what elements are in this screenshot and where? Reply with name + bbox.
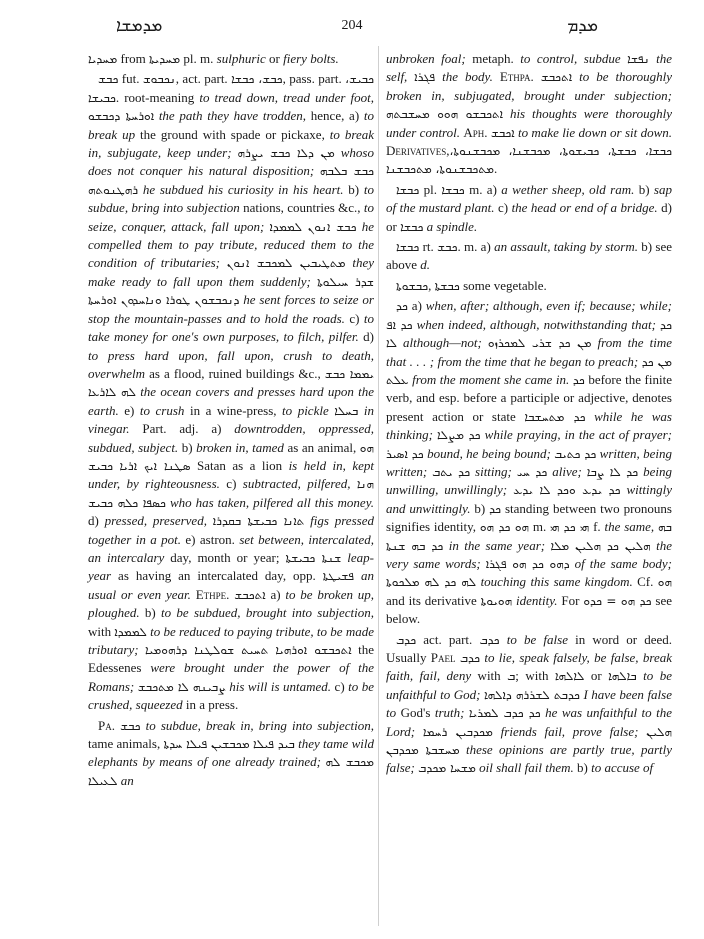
gloss-text: broken in, tamed — [196, 439, 284, 455]
gloss-text: d. — [420, 257, 431, 273]
body-text: in a press. — [182, 697, 239, 713]
page-number: 204 — [341, 18, 363, 33]
gloss-text: the path they have trodden, — [154, 108, 307, 124]
gloss-text: to be thoroughly broken in, subjugated, brought under subjection; — [386, 69, 673, 103]
syriac-term: ܟܕ ܗܘ = ܟܕܘ — [583, 593, 652, 608]
gloss-text: sitting; — [470, 463, 517, 479]
gloss-text: an usual or even year. — [88, 568, 374, 602]
gloss-text: the self, — [386, 51, 673, 85]
body-text: before the finite verb, and esp. before a participle or adjective, denotes present action or state — [386, 371, 672, 424]
gloss-text: who has taken, pilfered all this money. — [165, 494, 374, 510]
body-text: metaph. — [465, 51, 521, 66]
gloss-text: written, being written; — [386, 445, 673, 479]
syriac-term: ܒ — [507, 669, 516, 684]
syriac-term: ܠܡܡܕܐ — [114, 624, 147, 639]
body-text: God's — [396, 705, 435, 721]
gloss-text: to be subdued, brought into subjection, — [161, 605, 374, 621]
gloss-text: to subdue, break in, bring into subjection, — [140, 717, 375, 733]
syriac-term: ܟܒܫܬܐ — [434, 278, 460, 293]
gloss-text: being unwilling, unwillingly; — [386, 463, 673, 498]
gloss-text: they make ready to fall upon them suddenly; — [88, 255, 374, 289]
syriac-term: ܒܗ ܟܕ ܒܗ ܫܢܬܐ — [386, 520, 672, 553]
gloss-text: sulphuric — [216, 51, 266, 66]
syriac-term: ܟܕܒ — [479, 632, 500, 647]
syriac-term: ܟܕ — [489, 501, 502, 516]
gloss-text: an — [117, 772, 134, 788]
gloss-text: were brought under the power of the Romans; — [88, 660, 374, 694]
gloss-text: wittingly and unwittingly. — [386, 482, 672, 516]
gloss-text: the same, — [604, 519, 659, 535]
syriac-term: ܟܕ ܡܬܚܫܒܐ — [524, 409, 586, 424]
syriac-term: ܒܚܠܐ — [334, 403, 359, 418]
body-text: some vegetable. — [459, 277, 547, 293]
body-text: Part. adj. a) — [129, 421, 235, 437]
gloss-text: friends fail, prove false; — [492, 723, 647, 739]
left-entry — [88, 717, 374, 791]
gloss-text: an assault, taking by storm. — [494, 239, 638, 255]
syriac-term: ܟܕ ܝܕܥ ܘܟܕ ܠܐ ܝܕܥ — [513, 483, 621, 498]
gloss-text: alive; — [547, 463, 587, 479]
syriac-term: ܟܕ ܚܝ — [516, 464, 548, 479]
gloss-text: to seize, conquer, attack, fall upon; — [88, 200, 374, 234]
syriac-term: ܡܟܒܫܝܢ ܦܝܠܐ ܚܕܬܐ — [163, 737, 250, 752]
syriac-term: ܬܐܢܐ ܟܒܝܫܬܐ ܒܩܕܪܐ — [212, 514, 305, 529]
gloss-text: from the moment she came in. — [408, 371, 570, 387]
gloss-text: to make lie down or sit down. — [514, 124, 672, 140]
right-entry — [386, 181, 672, 236]
syriac-term: ܗܠܝܢ ܟܕ ܗܠܝܢ ܡܠܐ — [550, 538, 651, 553]
body-text: b) — [634, 181, 654, 197]
syriac-term: ܐܬܟܒܫ — [234, 587, 266, 602]
body-text — [493, 69, 500, 84]
syriac-term: ܫܕܪ ܚܝܠܘܬܐ ܕܢܟܒܫܘܢ ܛܘܪܐ ܘܢܐܚܕܘܢ ܐܘܪܚܬܐ — [88, 274, 374, 308]
syriac-term: ܗܘܝܘܬܐ — [480, 593, 513, 608]
body-text: Cf. — [632, 574, 658, 590]
syriac-term: ܕܗܘ ܟܕ ܗܘ ܦܓܪܐ — [485, 556, 570, 571]
syriac-term: ܟܒܫ — [437, 240, 458, 255]
gloss-text: unbroken foal; — [386, 51, 466, 66]
body-text: , pass. part. — [282, 71, 346, 87]
syriac-term: ܗܠܝܢ ܡܚܫܒܬܐ ܡܟܕܒܢ — [386, 724, 673, 758]
body-text: with — [471, 668, 508, 684]
body-text: from — [117, 51, 150, 66]
body-text: or — [584, 668, 609, 684]
gloss-text: in vinegar. — [88, 402, 375, 437]
syriac-term: ܟܕ ܐܦ — [386, 317, 413, 332]
body-text: rt. — [419, 239, 438, 255]
gloss-text: to be crushed, squeezed — [88, 678, 375, 713]
syriac-term: ܡܟܒܫ ܠܗ ܠܥܝܠܐ — [88, 755, 374, 788]
syriac-term: ܐܘܪܚܬܐ ܕܟܒܫܘ — [88, 109, 155, 124]
body-text: the Edessenes — [88, 642, 374, 676]
gloss-text: to crush — [139, 402, 185, 418]
body-text: act. part. — [416, 631, 480, 647]
body-text: , — [428, 277, 435, 293]
gloss-text: sap of the mustard plant. — [386, 181, 672, 216]
gloss-text: his will is untamed. — [225, 678, 332, 694]
right-entry — [386, 631, 672, 778]
gloss-text: he subdued his curiosity in his heart. — [138, 181, 344, 197]
stem-label: Derivatives, — [386, 143, 450, 159]
syriac-term: ܟܕ ܡܨܠܐ — [437, 428, 481, 443]
syriac-term: ܟܕ ܝܬܒ — [432, 464, 471, 479]
body-text: and its derivative — [386, 592, 481, 608]
syriac-term: ܟܕ ܠܐ ܨܒܐ — [586, 464, 639, 479]
body-text: b) — [139, 605, 162, 621]
gloss-text: I have been false to — [386, 686, 673, 721]
body-text — [534, 69, 541, 84]
body-text: in a wine-press, — [184, 402, 283, 418]
gloss-text: whoso does not conquer his natural disposition; — [88, 145, 374, 179]
gloss-text: these opinions are partly true, partly false; — [386, 742, 672, 776]
body-text: m. — [529, 519, 551, 535]
body-text: as having an intercalated day, opp. — [111, 568, 323, 584]
syriac-term: ܡܚܕܝܐ — [88, 52, 118, 66]
gloss-text: downtrodden, oppressed, subdued, subject. — [88, 421, 374, 455]
syriac-term: ܡܢ ܟܕ ܫܪܝ ܠܡܟܪܙܘ — [487, 336, 592, 351]
body-text: as an animal, — [283, 439, 360, 455]
gloss-text: figs pressed together in a pot. — [88, 513, 374, 547]
syriac-term: ܟܒܫ ܐܢܘܢ ܠܡܡܕܐ — [269, 219, 357, 234]
syriac-term: ܢܟܒܘܫ — [142, 72, 176, 87]
syriac-term: ܟܕ ܟܬܝܒ — [554, 446, 597, 461]
gloss-text: fiery bolts. — [283, 51, 339, 66]
syriac-term: ܐܬܟܒܫܘ ܗܘܘ ܡܚܫܒܬܗ — [386, 107, 504, 122]
gloss-text: when, after; although, even if; because; while; — [425, 298, 672, 314]
body-text: or — [265, 51, 284, 66]
gloss-text: to tread down, tread under foot, — [199, 89, 374, 105]
stem-label: Pael — [430, 650, 456, 665]
body-text: a) — [407, 298, 426, 314]
syriac-term: ܡܚܕܝܬܐ — [149, 52, 181, 66]
gloss-text: a wether sheep, old ram. — [501, 181, 635, 197]
syriac-term: ܒܝܕ ܦܝܠܐ — [252, 737, 295, 752]
syriac-term: ܗܢܐ ܟܣܦܐ ܟܠܗ ܟܒܝܫ — [88, 477, 374, 510]
gloss-text: he was unfaithful to the Lord; — [386, 705, 672, 739]
syriac-term: ܦܓܪܐ — [414, 70, 436, 85]
body-text: tame animals, — [88, 736, 164, 752]
body-text: standing between two pronouns signifies identity, — [386, 500, 672, 535]
running-head-right: ܡܕܡ — [567, 16, 598, 36]
syriac-term: ܐܟܒܫ — [490, 125, 515, 140]
gloss-text: to control, subdue — [520, 51, 628, 66]
running-head-left: ܡܕܡܫܐ — [116, 16, 163, 36]
body-text: For — [557, 592, 584, 608]
body-text: c) — [344, 310, 364, 326]
gloss-text: they tame wild elephants by means of one already trained; — [88, 736, 374, 770]
body-text: c) — [494, 200, 512, 216]
syriac-term: ܦܫܝܛܬܐ — [322, 569, 355, 584]
syriac-term: ܟܒܫܐ — [396, 182, 420, 197]
body-text: d) or — [386, 200, 672, 234]
gloss-text: to take money for one's own purposes, to filch, pilfer. — [88, 310, 374, 345]
body-text: with — [88, 623, 115, 639]
syriac-term: ܟܒܫ — [98, 72, 119, 87]
syriac-term: ܡܟܕܒܝܢ ܪܚܡܐ — [422, 724, 493, 739]
gloss-text: truth; — [434, 705, 469, 721]
syriac-term: ܟܒܫܐ — [396, 240, 420, 255]
syriac-term: ܗܝ ܟܕ ܗܝ — [550, 520, 590, 535]
gloss-text: to press hard upon, fall upon, crush to death, overwhelm — [88, 347, 374, 381]
syriac-term: ܟܒܫܐ — [400, 219, 424, 234]
syriac-term: ܡܬܛܝܒܝܢ ܠܡܟܒܫ ܐܢܘܢ — [226, 256, 346, 271]
body-text: b) — [573, 760, 592, 776]
syriac-term: ܡܢ ܟܕ ܥܠܬ — [386, 354, 673, 387]
body-text: . root-meaning — [115, 89, 200, 105]
gloss-text: to be broken up, ploughed. — [88, 586, 375, 621]
body-text: the ground with spade or pickaxe, — [135, 126, 330, 142]
gloss-text: leap-year — [88, 549, 374, 584]
gloss-text: the very same words; — [386, 537, 672, 571]
syriac-term: ܒܐܠܗܐ — [608, 669, 637, 684]
syriac-term: ܗܘ ܟܕ ܗܘ — [479, 520, 530, 535]
gloss-text: the body. — [435, 69, 493, 85]
syriac-term: ܫܢܬܐ ܟܒܝܫܬܐ — [285, 550, 342, 565]
body-text: hence, a) — [306, 108, 364, 124]
gloss-text: while praying, in the act of prayer; — [480, 427, 672, 443]
gloss-text: to be reduced to paying tribute, to be made tributary; — [88, 623, 374, 657]
body-text: b) — [178, 439, 197, 455]
gloss-text: subtracted, pilfered, — [242, 476, 357, 492]
syriac-term: ܟܒܫ ܒܠܒܗ ܪܗܛܢܘܬܗ — [88, 164, 374, 197]
body-text: in word or deed. Usually — [386, 631, 672, 665]
syriac-term: ܢܦܫܐ — [627, 52, 650, 66]
syriac-term: ܟܒܫ، ܟܒܫܐ — [231, 72, 283, 87]
body-text: as a flood, ruined buildings &c., — [145, 365, 325, 381]
left-entry — [88, 50, 374, 68]
right-entry — [386, 238, 672, 275]
syriac-term: ܨܒܝܢܗ ܠܐ ܡܬܟܒܫ — [137, 679, 226, 694]
body-text: pl. — [419, 181, 442, 197]
syriac-term: ܠܗ ܟܕ ܠܗ ܡܠܟܘܬܐ — [386, 575, 477, 590]
syriac-term: ܟܕ — [396, 299, 408, 314]
gloss-text: while he was thinking; — [386, 408, 672, 443]
gloss-text: although—not; — [397, 335, 488, 351]
gloss-text: pressed, preserved, — [104, 513, 213, 529]
body-text: ; with — [515, 668, 555, 684]
syriac-term: ܟܒܫ — [120, 718, 141, 733]
gloss-text: the ocean covers and presses hard upon the earth. — [88, 384, 374, 418]
gloss-text: is held in, kept under, by righteousness. — [88, 457, 374, 492]
gloss-text: he sent forces to seize or stop the mountain-passes and to hold the roads. — [88, 292, 374, 326]
syriac-term: ܟܕ ܠܐ — [386, 317, 672, 351]
gloss-text: bound, he being bound; — [423, 445, 555, 461]
body-text: e) — [118, 402, 140, 418]
gloss-text: set between, intercalated, an intercalary — [88, 531, 374, 565]
gloss-text: to pickle — [282, 402, 335, 418]
gloss-text: oil shall fail them. — [475, 760, 574, 776]
gloss-text: identity. — [512, 592, 558, 608]
syriac-term: ܐܬܟܒܫ — [540, 70, 573, 85]
syriac-term: ܗܘ — [657, 575, 672, 590]
syriac-term: ܟܒܝܫ، ܟܒܝܫܐ — [88, 72, 374, 105]
body-text: d) — [88, 513, 105, 529]
syriac-term: ܝܡܡܐ ܟܒܫ ܠܗ ܠܐܪܥܐ — [88, 366, 374, 400]
syriac-term: ܠܐܠܗܐ — [554, 669, 585, 684]
body-text: b) — [343, 181, 364, 197]
body-text: b) see above — [386, 239, 672, 273]
body-text: nations, countries &c., — [239, 200, 364, 216]
body-text: b) — [470, 500, 490, 516]
gloss-text: when indeed, although, notwithstanding that; — [412, 316, 661, 332]
syriac-term: ܟܕܒ — [459, 651, 480, 665]
body-text: c) — [219, 476, 243, 492]
syriac-term: ܡܫܚܐ ܡܟܕܒ — [418, 761, 476, 776]
gloss-text: he compelled them to pay tribute, reduced them to the condition of tributaries; — [88, 218, 374, 271]
gloss-text: to be false — [499, 631, 568, 647]
body-text: pl. m. — [180, 51, 217, 66]
gloss-text: his thoughts were thoroughly under control. — [386, 106, 672, 140]
syriac-term: ܟܕ — [572, 372, 585, 387]
stem-label: Pa. — [98, 717, 115, 733]
column-divider — [378, 46, 379, 926]
body-text: day, month or year; — [164, 549, 286, 565]
left-column — [88, 50, 374, 792]
right-column — [386, 50, 672, 780]
gloss-text: the head or end of a bridge. — [511, 200, 658, 216]
gloss-text: to be unfaithful to God; — [386, 668, 672, 702]
body-text: a) — [265, 586, 286, 602]
gloss-text: to break up — [88, 108, 374, 142]
body-text: , act. part. — [175, 71, 232, 87]
stem-label: Ethpa. — [499, 69, 534, 85]
syriac-term: ܟܒܫܘܬܐ — [396, 278, 429, 293]
body-text: fut. — [118, 71, 143, 87]
body-text: c) — [331, 678, 349, 694]
left-entry — [88, 70, 374, 714]
body-text: d) — [358, 329, 374, 345]
gloss-text: to lie, speak falsely, be false, break faith, fail, deny — [386, 650, 672, 684]
right-entry — [386, 297, 672, 628]
gloss-text: to accuse of — [591, 760, 654, 776]
gloss-text: in the same year; — [443, 537, 551, 553]
gloss-text: from the time that . . . ; from the time that he began to preach; — [386, 335, 672, 369]
syriac-term: ܗܘ ܟܒܝܫ — [88, 440, 374, 473]
right-entry — [386, 50, 672, 179]
gloss-text: touching this same kingdom. — [476, 574, 633, 590]
syriac-term: ܡܢ ܕܠܐ ܟܒܫ ܝܨܪܗ — [237, 146, 335, 161]
gloss-text: a spindle. — [423, 218, 478, 234]
body-text: Satan as a lion — [190, 457, 289, 473]
syriac-term: ܐܬܟܒܫܘ ܐܘܪܗܝܐ ܬܚܝܬ ܫܘܠܛܢܐ ܕܪܗܘܡܝܐ — [145, 643, 352, 657]
syriac-term: ܟܒܫܐ — [441, 182, 465, 197]
body-text: m. a) — [464, 181, 502, 197]
body-text: f. — [589, 519, 605, 535]
body-text: . — [494, 161, 498, 177]
stem-label: Ethpe. — [195, 586, 230, 602]
stem-label: Aph. — [463, 124, 488, 140]
syriac-term: ܟܕ ܐܣܝܪ — [386, 446, 424, 461]
body-text: . m. a) — [457, 239, 495, 255]
right-entry — [386, 277, 672, 295]
syriac-term: ܟܕ ܟܕܒ ܠܡܪܝܐ — [468, 706, 541, 721]
syriac-term: ܟܒܫܐ، ܟܒܫܬܐ، ܟܒܝܫܘܬܐ، ܡܟܒܫܢܐ، ܡܟܒܫܢܘܬܐ، ܡܬܟܒܫܢܘܬܐ، ܡܬܟܒܫܢܐ — [386, 144, 672, 177]
syriac-term: ܣܛܢܐ ܐܝܟ ܐܪܝܐ — [119, 458, 191, 473]
body-text: see below. — [386, 592, 673, 627]
gloss-text: to subdue, bring into subjection — [88, 181, 374, 216]
body-text: e) astron. — [181, 531, 240, 547]
gloss-text: to break in, subjugate, keep under; — [88, 126, 374, 161]
gloss-text: of the same body; — [569, 555, 672, 571]
syriac-term: ܟܕܒ — [396, 632, 417, 647]
page-header — [56, 14, 648, 42]
syriac-term: ܟܕܒܬ ܠܫܪܪܗ ܕܐܠܗܐ — [484, 687, 580, 702]
